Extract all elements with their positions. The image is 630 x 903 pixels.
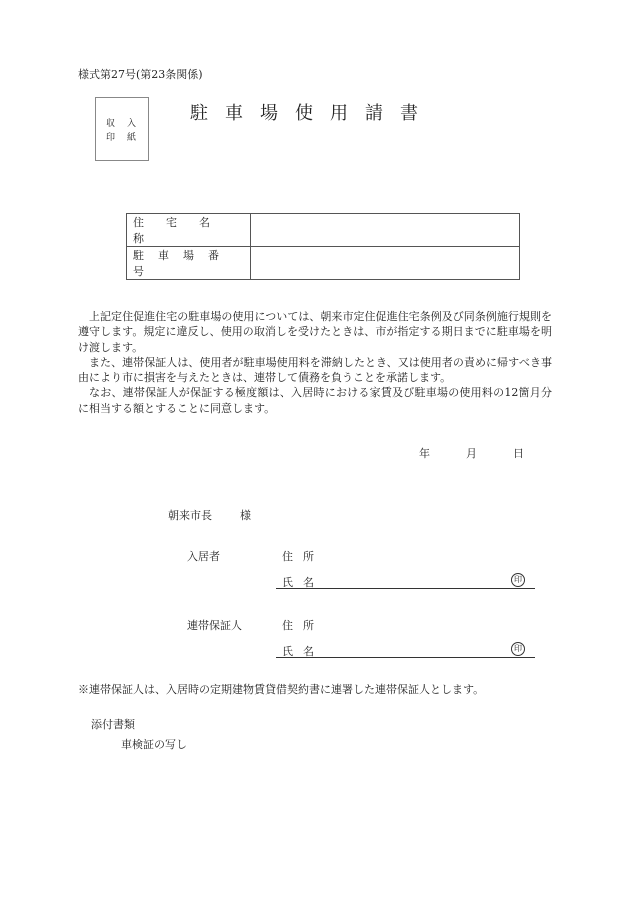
guarantor-label: 連帯保証人 [187, 619, 242, 632]
date-day: 日 [513, 447, 524, 460]
guarantor-name-label: 氏名 [282, 645, 324, 658]
guarantor-seal-mark: 印 [511, 642, 525, 656]
resident-name-underline [276, 588, 535, 589]
attachments-heading: 添付書類 [91, 718, 135, 731]
resident-address-label: 住所 [282, 550, 324, 563]
parking-number-field[interactable] [251, 247, 520, 280]
stamp-label-line1: 収入 [106, 119, 149, 129]
guarantor-note: ※連帯保証人は、入居時の定期建物賃貸借契約書に連署した連帯保証人とします。 [78, 683, 485, 696]
date-month: 月 [466, 447, 477, 460]
attachment-item: 車検証の写し [121, 738, 187, 751]
body-paragraph-3: なお、連帯保証人が保証する極度額は、入居時における家賃及び駐車場の使用料の12箇月分に相当する額とすることに同意します。 [78, 386, 552, 415]
parking-number-label: 駐車場番号 [127, 247, 251, 280]
body-paragraph-2: また、連帯保証人は、使用者が駐車場使用料を滞納したとき、又は使用者の責めに帰すべき事由により市に損害を与えたときは、連帯して債務を負うことを承諾します。 [78, 355, 552, 385]
revenue-stamp-box [95, 97, 149, 161]
guarantor-name-underline [276, 657, 535, 658]
addressee-name: 朝来市長 [168, 509, 212, 522]
guarantor-address-label: 住所 [282, 619, 324, 632]
resident-name-label: 氏名 [282, 576, 324, 589]
housing-info-table [126, 213, 520, 280]
housing-name-field[interactable] [251, 214, 520, 247]
form-number: 様式第27号(第23条関係) [78, 68, 203, 81]
document-title: 駐車場使用請書 [190, 103, 435, 124]
housing-name-label: 住宅名称 [127, 214, 251, 247]
table-row [127, 247, 520, 280]
date-year: 年 [419, 447, 430, 460]
resident-seal-mark: 印 [511, 573, 525, 587]
addressee [168, 507, 251, 523]
stamp-label-line2: 印紙 [106, 133, 149, 143]
resident-label: 入居者 [187, 550, 220, 563]
table-row [127, 214, 520, 247]
addressee-honorific: 様 [240, 509, 251, 522]
body-paragraph-1: 上記定住促進住宅の駐車場の使用については、朝来市定住促進住宅条例及び同条例施行規則を遵守します。規定に違反し、使用の取消しを受けたときは、市が指定する期日までに駐車場を明け渡します。 [78, 310, 552, 354]
body-text [78, 309, 552, 416]
